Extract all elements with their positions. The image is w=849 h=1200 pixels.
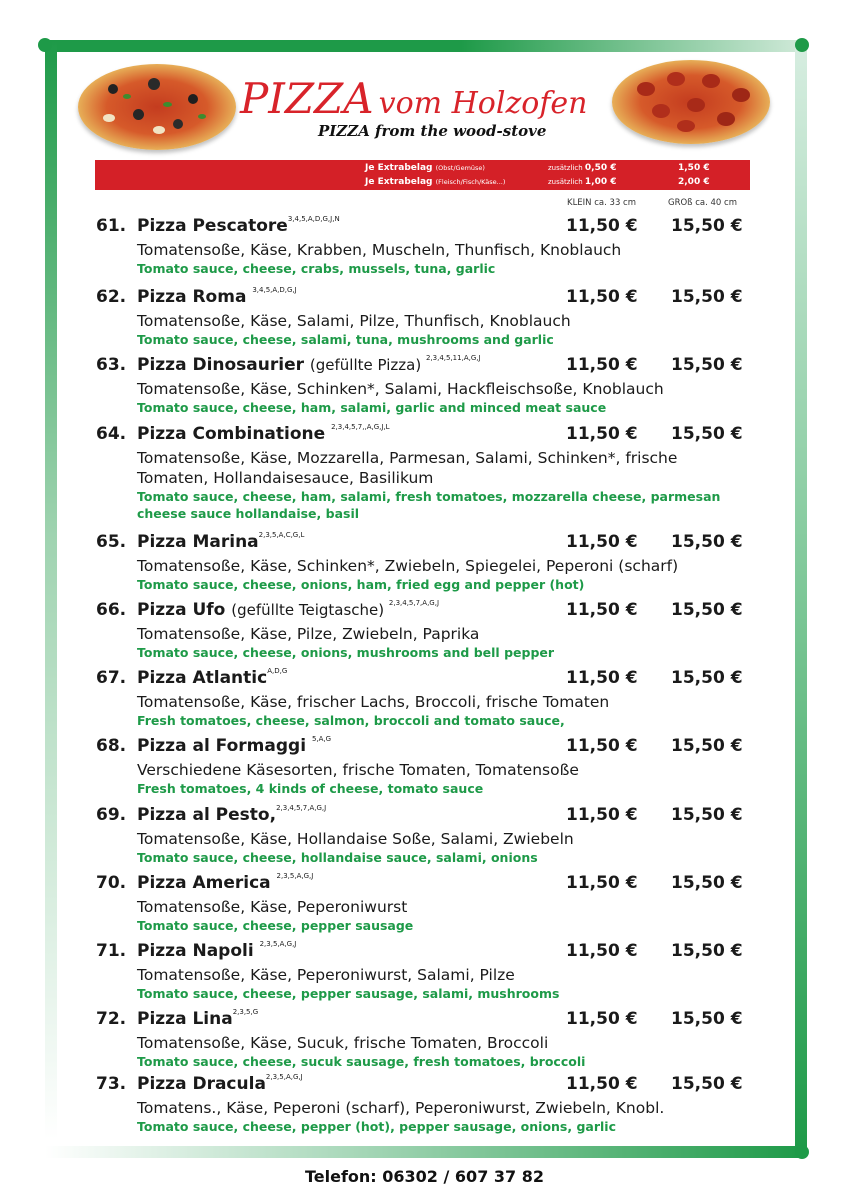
- item-subtitle: (gefüllte Teigtasche): [231, 601, 389, 619]
- item-number: 63.: [96, 355, 127, 375]
- description-english: Fresh tomatoes, 4 kinds of cheese, tomato sauce: [137, 781, 484, 796]
- item-title: Pizza al Pesto,: [137, 805, 277, 825]
- frame-corner-dot: [795, 1145, 809, 1159]
- description-english: Tomato sauce, cheese, pepper sausage: [137, 918, 414, 933]
- item-title: Pizza al Formaggi: [137, 736, 312, 756]
- menu-item: [96, 805, 756, 866]
- description-german: Tomatensoße, Käse, Mozzarella, Parmesan, Salami, Schinken*, frische Tomaten, Hollandaisesauce, Basilikum: [137, 449, 678, 487]
- menu-item: [96, 668, 756, 729]
- description-german: Tomatensoße, Käse, Peperoniwurst, Salami, Pilze: [137, 966, 515, 984]
- allergen-codes: 2,3,5,A,G,J: [276, 872, 314, 880]
- item-name: [137, 1074, 303, 1094]
- description-english: Tomato sauce, cheese, onions, ham, fried egg and pepper (hot): [137, 577, 585, 592]
- allergen-codes: 2,3,4,5,7,,A,G,J,L: [331, 423, 390, 431]
- description-english: Tomato sauce, cheese, hollandaise sauce, salami, onions: [137, 850, 538, 865]
- description-german: Verschiedene Käsesorten, frische Tomaten, Tomatensoße: [137, 761, 579, 779]
- frame-right-border: [795, 46, 807, 1151]
- price-large: 15,50 €: [671, 805, 743, 825]
- pizza-image-left: [78, 64, 236, 150]
- menu-item: [96, 941, 756, 1002]
- extras-add-text: zusätzlich: [548, 178, 583, 186]
- item-number: 62.: [96, 287, 127, 307]
- item-name: [137, 532, 304, 552]
- item-name: [137, 1009, 258, 1029]
- extras-row-veg: [95, 161, 750, 175]
- frame-top-border: [45, 40, 801, 52]
- price-large: 15,50 €: [671, 941, 743, 961]
- price-small: 11,50 €: [566, 736, 638, 756]
- extras-note: (Fleisch/Fisch/Käse...): [435, 178, 506, 186]
- extras-row-meat: [95, 175, 750, 189]
- price-large: 15,50 €: [671, 668, 743, 688]
- item-name: [137, 873, 313, 893]
- item-title: Pizza Atlantic: [137, 668, 268, 688]
- allergen-codes: 5,A,G: [311, 735, 332, 743]
- allergen-codes: 2,3,5,A,G,J: [259, 940, 297, 948]
- price-small: 11,50 €: [566, 355, 638, 375]
- extras-price-small: 0,50 €: [584, 163, 617, 173]
- frame-left-border: [45, 40, 57, 1140]
- menu-item: [96, 1074, 756, 1135]
- item-name: [137, 216, 340, 236]
- size-label-small: KLEIN ca. 33 cm: [567, 198, 637, 208]
- menu-item: [96, 600, 756, 661]
- description-english: Tomato sauce, cheese, salami, tuna, mushrooms and garlic: [137, 332, 554, 347]
- price-large: 15,50 €: [671, 287, 743, 307]
- item-number: 70.: [96, 873, 127, 893]
- item-name: [137, 941, 296, 961]
- description-german: Tomatens., Käse, Peperoni (scharf), Peperoniwurst, Zwiebeln, Knobl.: [137, 1099, 665, 1117]
- price-small: 11,50 €: [566, 216, 638, 236]
- price-small: 11,50 €: [566, 668, 638, 688]
- allergen-codes: 3,4,5,A,D,G,J,N: [287, 215, 340, 223]
- description-german: Tomatensoße, Käse, Salami, Pilze, Thunfisch, Knoblauch: [137, 312, 571, 330]
- price-large: 15,50 €: [671, 355, 743, 375]
- menu-item: [96, 1009, 756, 1070]
- allergen-codes: 3,4,5,A,D,G,J: [252, 286, 297, 294]
- extras-note: (Obst/Gemüse): [435, 164, 485, 172]
- price-large: 15,50 €: [671, 216, 743, 236]
- page-title: [240, 74, 588, 123]
- item-number: 64.: [96, 424, 127, 444]
- price-large: 15,50 €: [671, 532, 743, 552]
- frame-bottom-border: [45, 1146, 803, 1158]
- description-english: Fresh tomatoes, cheese, salmon, broccoli and tomato sauce,: [137, 713, 565, 728]
- price-large: 15,50 €: [671, 1074, 743, 1094]
- item-number: 65.: [96, 532, 127, 552]
- description-english: Tomato sauce, cheese, onions, mushrooms and bell pepper: [137, 645, 555, 660]
- size-label-large: GROß ca. 40 cm: [668, 198, 737, 208]
- price-small: 11,50 €: [566, 1009, 638, 1029]
- item-title: Pizza Dinosaurier: [137, 355, 310, 375]
- page-subtitle: PIZZA from the wood-stove: [318, 122, 547, 140]
- allergen-codes: 2,3,5,A,G,J: [265, 1073, 303, 1081]
- price-small: 11,50 €: [566, 873, 638, 893]
- item-name: [137, 668, 287, 688]
- item-name: [137, 736, 331, 756]
- description-english: Tomato sauce, cheese, sucuk sausage, fresh tomatoes, broccoli: [137, 1054, 586, 1069]
- allergen-codes: 2,3,4,5,7,A,G,J: [276, 804, 327, 812]
- menu-item: [96, 736, 756, 797]
- price-small: 11,50 €: [566, 287, 638, 307]
- item-name: [137, 600, 439, 620]
- description-english: Tomato sauce, cheese, ham, salami, garlic and minced meat sauce: [137, 400, 607, 415]
- item-name: [137, 805, 326, 825]
- extras-add-text: zusätzlich: [548, 164, 583, 172]
- item-subtitle: (gefüllte Pizza): [309, 356, 426, 374]
- allergen-codes: 2,3,4,5,11,A,G,J: [425, 354, 481, 362]
- menu-item: [96, 287, 756, 348]
- extras-label: Je Extrabelag: [365, 163, 433, 173]
- price-large: 15,50 €: [671, 1009, 743, 1029]
- price-small: 11,50 €: [566, 600, 638, 620]
- menu-item: [96, 355, 756, 416]
- item-name: [137, 355, 481, 375]
- frame-corner-dot: [795, 38, 809, 52]
- price-large: 15,50 €: [671, 600, 743, 620]
- extras-price-small: 1,00 €: [584, 177, 617, 187]
- description-german: Tomatensoße, Käse, frischer Lachs, Broccoli, frische Tomaten: [137, 693, 610, 711]
- price-small: 11,50 €: [566, 805, 638, 825]
- frame-corner-dot: [38, 38, 52, 52]
- pizza-image-right: [612, 60, 770, 144]
- title-rest: vom Holzofen: [378, 86, 588, 121]
- extras-price-large: 2,00 €: [678, 177, 710, 187]
- item-number: 72.: [96, 1009, 127, 1029]
- item-title: Pizza Marina: [137, 532, 259, 552]
- description-german: Tomatensoße, Käse, Schinken*, Zwiebeln, Spiegelei, Peperoni (scharf): [137, 557, 679, 575]
- item-number: 68.: [96, 736, 127, 756]
- extras-price-large: 1,50 €: [678, 163, 710, 173]
- item-number: 61.: [96, 216, 127, 236]
- item-name: [137, 424, 390, 444]
- phone-number: Telefon: 06302 / 607 37 82: [304, 1167, 544, 1186]
- item-title: Pizza Combinatione: [137, 424, 332, 444]
- item-title: Pizza Napoli: [137, 941, 260, 961]
- price-small: 11,50 €: [566, 532, 638, 552]
- item-number: 71.: [96, 941, 127, 961]
- menu-item: [96, 532, 756, 593]
- price-large: 15,50 €: [671, 424, 743, 444]
- item-number: 66.: [96, 600, 127, 620]
- description-english: Tomato sauce, cheese, crabs, mussels, tuna, garlic: [137, 261, 496, 276]
- menu-item: [96, 424, 756, 522]
- item-name: [137, 287, 297, 307]
- allergen-codes: A,D,G: [267, 667, 288, 675]
- item-title: Pizza Roma: [137, 287, 253, 307]
- item-title: Pizza Dracula: [137, 1074, 266, 1094]
- price-small: 11,50 €: [566, 941, 638, 961]
- description-german: Tomatensoße, Käse, Peperoniwurst: [137, 898, 408, 916]
- allergen-codes: 2,3,4,5,7,A,G,J: [388, 599, 440, 607]
- description-german: Tomatensoße, Käse, Pilze, Zwiebeln, Paprika: [137, 625, 480, 643]
- item-title: Pizza Pescatore: [137, 216, 288, 236]
- description-german: Tomatensoße, Käse, Schinken*, Salami, Hackfleischsoße, Knoblauch: [137, 380, 664, 398]
- description-german: Tomatensoße, Käse, Krabben, Muscheln, Thunfisch, Knoblauch: [137, 241, 622, 259]
- price-small: 11,50 €: [566, 424, 638, 444]
- extras-label: Je Extrabelag: [365, 177, 433, 187]
- item-number: 73.: [96, 1074, 127, 1094]
- allergen-codes: 2,3,5,G: [232, 1008, 259, 1016]
- description-english: Tomato sauce, cheese, pepper (hot), pepper sausage, onions, garlic: [137, 1119, 616, 1134]
- menu-item: [96, 873, 756, 934]
- price-large: 15,50 €: [671, 736, 743, 756]
- item-title: Pizza Ufo: [137, 600, 232, 620]
- description-english: Tomato sauce, cheese, ham, salami, fresh tomatoes, mozzarella cheese, parmesan cheese sauce hollandaise, basil: [137, 489, 721, 521]
- item-number: 69.: [96, 805, 127, 825]
- extras-bar: [95, 160, 750, 190]
- item-title: Pizza America: [137, 873, 277, 893]
- title-main: PIZZA: [240, 74, 374, 123]
- price-small: 11,50 €: [566, 1074, 638, 1094]
- allergen-codes: 2,3,5,A,C,G,L: [258, 531, 305, 539]
- item-title: Pizza Lina: [137, 1009, 233, 1029]
- description-german: Tomatensoße, Käse, Hollandaise Soße, Salami, Zwiebeln: [137, 830, 574, 848]
- description-english: Tomato sauce, cheese, pepper sausage, salami, mushrooms: [137, 986, 560, 1001]
- menu-item: [96, 216, 756, 277]
- price-large: 15,50 €: [671, 873, 743, 893]
- item-number: 67.: [96, 668, 127, 688]
- description-german: Tomatensoße, Käse, Sucuk, frische Tomaten, Broccoli: [137, 1034, 549, 1052]
